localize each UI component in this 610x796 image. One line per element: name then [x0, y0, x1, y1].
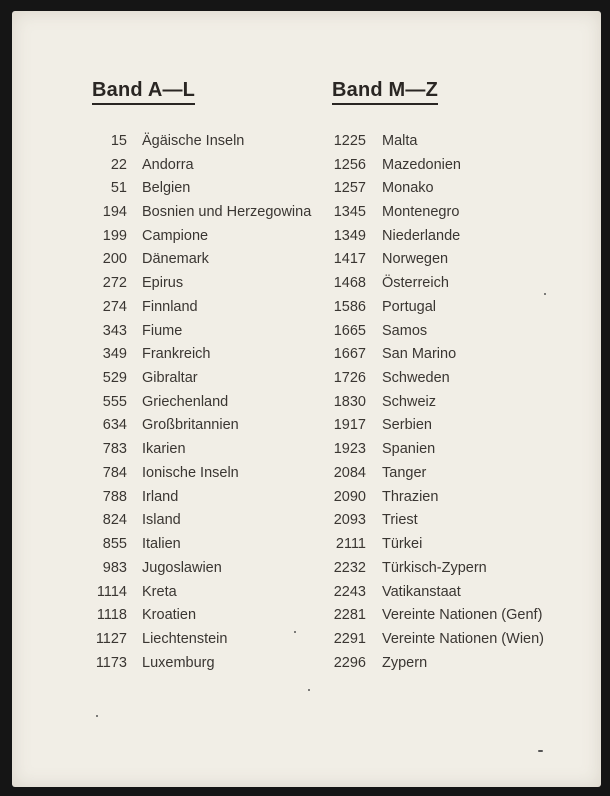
entry-number: 22 — [110, 156, 127, 173]
list-item — [332, 414, 544, 438]
entry-name: Montenegro — [382, 204, 460, 221]
entry-number: 2296 — [333, 654, 366, 671]
entry-name: Spanien — [382, 441, 436, 458]
entry-name: Liechtenstein — [142, 630, 228, 647]
column-heading-m-z: Band M—Z — [332, 79, 438, 105]
entry-list-a-l — [92, 129, 311, 675]
list-item — [92, 509, 311, 533]
list-item — [332, 390, 544, 414]
entry-name: Belgien — [142, 180, 191, 197]
entry-name: Portugal — [382, 298, 437, 315]
entry-name: Vereinte Nationen (Wien) — [382, 630, 544, 647]
list-item — [332, 556, 544, 580]
list-item — [92, 271, 311, 295]
entry-name: Andorra — [142, 156, 194, 173]
list-item — [332, 248, 544, 272]
entry-name: Irland — [142, 488, 179, 505]
entry-name: Vatikanstaat — [382, 583, 461, 600]
list-item — [332, 485, 544, 509]
entry-name: Türkisch-Zypern — [382, 559, 487, 576]
list-item — [92, 224, 311, 248]
entry-number: 2243 — [333, 583, 366, 600]
entry-name: Thrazien — [382, 488, 439, 505]
entry-number: 2084 — [333, 464, 366, 481]
entry-name: Epirus — [142, 275, 184, 292]
list-item — [92, 248, 311, 272]
list-item — [92, 651, 311, 675]
entry-name: Kroatien — [142, 607, 197, 624]
entry-number: 788 — [102, 488, 127, 505]
list-item — [332, 271, 544, 295]
entry-name: Bosnien und Herzegowina — [142, 204, 312, 221]
entry-number: 2111 — [335, 536, 366, 553]
entry-name: Ionische Inseln — [142, 464, 239, 481]
entry-name: Jugoslawien — [142, 559, 222, 576]
entry-number: 1586 — [333, 298, 366, 315]
entry-number: 15 — [110, 132, 127, 149]
entry-list-m-z — [332, 129, 544, 675]
list-item — [92, 200, 311, 224]
list-item — [332, 153, 544, 177]
entry-number: 1917 — [333, 417, 366, 434]
entry-name: Tanger — [382, 464, 427, 481]
list-item — [92, 295, 311, 319]
entry-number: 855 — [102, 536, 127, 553]
entry-number: 2093 — [333, 512, 366, 529]
list-item — [92, 580, 311, 604]
entry-name: Niederlande — [382, 227, 461, 244]
entry-name: Mazedonien — [382, 156, 461, 173]
entry-name: Kreta — [142, 583, 177, 600]
entry-name: Luxemburg — [142, 654, 215, 671]
entry-number: 194 — [102, 204, 127, 221]
entry-name: Österreich — [382, 275, 449, 292]
list-item — [92, 390, 311, 414]
entry-number: 1127 — [95, 630, 127, 647]
entry-number: 824 — [102, 512, 127, 529]
entry-name: San Marino — [382, 346, 457, 363]
list-item — [92, 342, 311, 366]
entry-name: Ägäische Inseln — [142, 132, 245, 149]
entry-number: 200 — [102, 251, 127, 268]
entry-name: Schweiz — [382, 393, 436, 410]
entry-number: 274 — [102, 298, 127, 315]
entry-number: 1225 — [333, 132, 366, 149]
entry-number: 555 — [102, 393, 127, 410]
list-item — [332, 532, 544, 556]
entry-number: 1173 — [95, 654, 127, 671]
list-item — [332, 580, 544, 604]
list-item — [332, 366, 544, 390]
entry-name: Zypern — [382, 654, 428, 671]
list-item — [332, 224, 544, 248]
entry-number: 1257 — [333, 180, 366, 197]
entry-number: 784 — [102, 464, 127, 481]
list-item — [92, 485, 311, 509]
entry-name: Fiume — [142, 322, 183, 339]
list-item — [332, 603, 544, 627]
entry-name: Dänemark — [142, 251, 209, 268]
entry-name: Triest — [382, 512, 418, 529]
entry-name: Vereinte Nationen (Genf) — [382, 607, 543, 624]
entry-name: Großbritannien — [142, 417, 239, 434]
list-item — [92, 603, 311, 627]
entry-name: Griechenland — [142, 393, 229, 410]
entry-name: Malta — [382, 132, 418, 149]
paper-speck — [294, 631, 296, 633]
paper-speck — [538, 750, 543, 752]
list-item — [92, 366, 311, 390]
entry-number: 1256 — [333, 156, 366, 173]
list-item — [332, 437, 544, 461]
list-item — [332, 509, 544, 533]
entry-number: 272 — [102, 275, 127, 292]
entry-number: 1830 — [333, 393, 366, 410]
entry-number: 2090 — [333, 488, 366, 505]
entry-number: 1726 — [333, 370, 366, 387]
list-item — [92, 176, 311, 200]
entry-name: Frankreich — [142, 346, 211, 363]
entry-name: Monako — [382, 180, 434, 197]
entry-number: 2232 — [333, 559, 366, 576]
list-item — [92, 153, 311, 177]
entry-name: Schweden — [382, 370, 450, 387]
entry-name: Finnland — [142, 298, 198, 315]
entry-name: Türkei — [382, 536, 423, 553]
list-item — [332, 651, 544, 675]
index-page — [12, 11, 601, 787]
entry-name: Campione — [142, 227, 209, 244]
entry-name: Norwegen — [382, 251, 449, 268]
entry-name: Italien — [142, 536, 181, 553]
entry-number: 1923 — [333, 441, 366, 458]
list-item — [92, 129, 311, 153]
entry-number: 199 — [102, 227, 127, 244]
list-item — [332, 129, 544, 153]
list-item — [92, 319, 311, 343]
entry-number: 1114 — [96, 583, 127, 600]
list-item — [332, 295, 544, 319]
entry-number: 1349 — [333, 227, 366, 244]
entry-number: 1667 — [333, 346, 366, 363]
entry-number: 1345 — [333, 204, 366, 221]
list-item — [92, 627, 311, 651]
entry-number: 1118 — [96, 607, 127, 624]
list-item — [92, 532, 311, 556]
list-item — [332, 319, 544, 343]
entry-number: 2281 — [333, 607, 366, 624]
list-item — [92, 556, 311, 580]
entry-number: 634 — [102, 417, 127, 434]
list-item — [332, 461, 544, 485]
entry-number: 1468 — [333, 275, 366, 292]
list-item — [92, 437, 311, 461]
entry-name: Ikarien — [142, 441, 186, 458]
entry-number: 51 — [110, 180, 127, 197]
entry-number: 783 — [102, 441, 127, 458]
paper-speck — [544, 293, 546, 295]
column-heading-a-l: Band A—L — [92, 79, 195, 105]
entry-number: 1665 — [333, 322, 366, 339]
list-item — [332, 627, 544, 651]
list-item — [92, 461, 311, 485]
entry-number: 349 — [102, 346, 127, 363]
entry-number: 343 — [102, 322, 127, 339]
entry-name: Samos — [382, 322, 428, 339]
entry-number: 983 — [102, 559, 127, 576]
paper-speck — [308, 689, 310, 691]
entry-number: 2291 — [333, 630, 366, 647]
entry-name: Serbien — [382, 417, 432, 434]
entry-number: 529 — [102, 370, 127, 387]
list-item — [332, 342, 544, 366]
list-item — [92, 414, 311, 438]
entry-name: Island — [142, 512, 181, 529]
paper-speck — [96, 715, 98, 717]
entry-number: 1417 — [333, 251, 366, 268]
list-item — [332, 200, 544, 224]
entry-name: Gibraltar — [142, 370, 198, 387]
list-item — [332, 176, 544, 200]
